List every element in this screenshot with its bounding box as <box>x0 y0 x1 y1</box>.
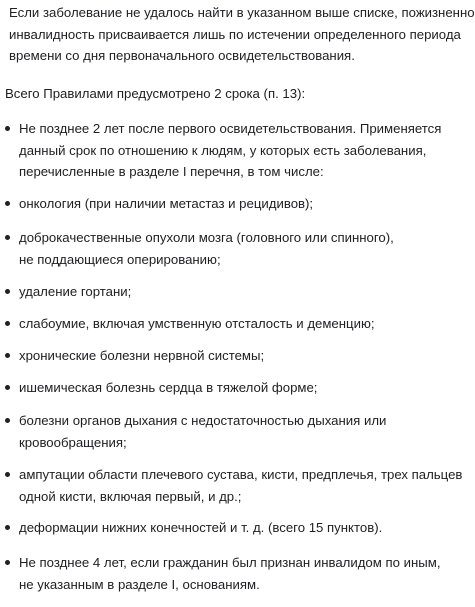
intro-line: Если заболевание не удалось найти в указанном выше списке, пожизненно <box>9 5 475 20</box>
list-item-text <box>19 227 464 270</box>
bullet-dot-icon <box>5 235 10 240</box>
list-item-line: ампутации области плечевого сустава, кисти, предплечья, трех пальцев <box>19 467 463 482</box>
bullet-dot-icon <box>5 321 10 326</box>
list-item-text <box>19 517 464 539</box>
list-item-text <box>19 345 464 367</box>
list-item-line: болезни органов дыхания с недостаточностью дыхания или <box>19 413 387 428</box>
terms-heading: Всего Правилами предусмотрено 2 срока (п. 13): <box>5 86 306 101</box>
list-item-line: данный срок по отношению к людям, у которых есть заболевания, <box>19 142 427 158</box>
bullet-dot-icon <box>5 385 10 390</box>
list-item-line: Не позднее 4 лет, если гражданин был признан инвалидом по иным, <box>19 555 441 570</box>
bullet-dot-icon <box>5 126 10 131</box>
list-item-text <box>19 118 464 183</box>
list-item-line: не указанным в разделе I, основаниям. <box>19 576 260 592</box>
list-item-text <box>19 410 464 453</box>
intro-line: инвалидность присваивается лишь по истечении определенного периода <box>9 26 461 42</box>
list-item-line: онкология (при наличии метастаз и рецидивов); <box>19 196 314 211</box>
bullet-dot-icon <box>5 525 10 530</box>
list-item-line: одной кисти, включая первый, и др.; <box>19 488 242 504</box>
list-item-text <box>19 464 464 507</box>
list-item-line: удаление гортани; <box>19 284 132 299</box>
list-item-line: перечисленные в разделе I перечня, в том числе: <box>19 164 324 179</box>
bullet-dot-icon <box>5 560 10 565</box>
bullet-dot-icon <box>5 472 10 477</box>
list-item-line: слабоумие, включая умственную отсталость и деменцию; <box>19 316 375 331</box>
list-item-text <box>19 313 464 335</box>
list-item-text <box>19 377 464 399</box>
list-item-line: доброкачественные опухоли мозга (головного или спинного), <box>19 230 394 245</box>
list-item-line: деформации нижних конечностей и т. д. (всего 15 пунктов). <box>19 520 383 535</box>
list-item-line: Не позднее 2 лет после первого освидетельствования. Применяется <box>19 121 442 136</box>
list-item-text <box>19 193 464 215</box>
bullet-dot-icon <box>5 201 10 206</box>
list-item-line: не поддающиеся оперированию; <box>19 251 221 267</box>
intro-paragraph <box>5 2 475 67</box>
list-item-text <box>19 281 464 303</box>
list-item-text <box>19 552 464 595</box>
bullet-dot-icon <box>5 353 10 358</box>
bullet-dot-icon <box>5 418 10 423</box>
bullet-dot-icon <box>5 289 10 294</box>
intro-line: времени со дня первоначального освидетельствования. <box>9 48 355 63</box>
list-item-line: ишемическая болезнь сердца в тяжелой форме; <box>19 380 318 395</box>
list-item-line: хронические болезни нервной системы; <box>19 348 265 363</box>
list-item-line: кровообращения; <box>19 434 127 450</box>
